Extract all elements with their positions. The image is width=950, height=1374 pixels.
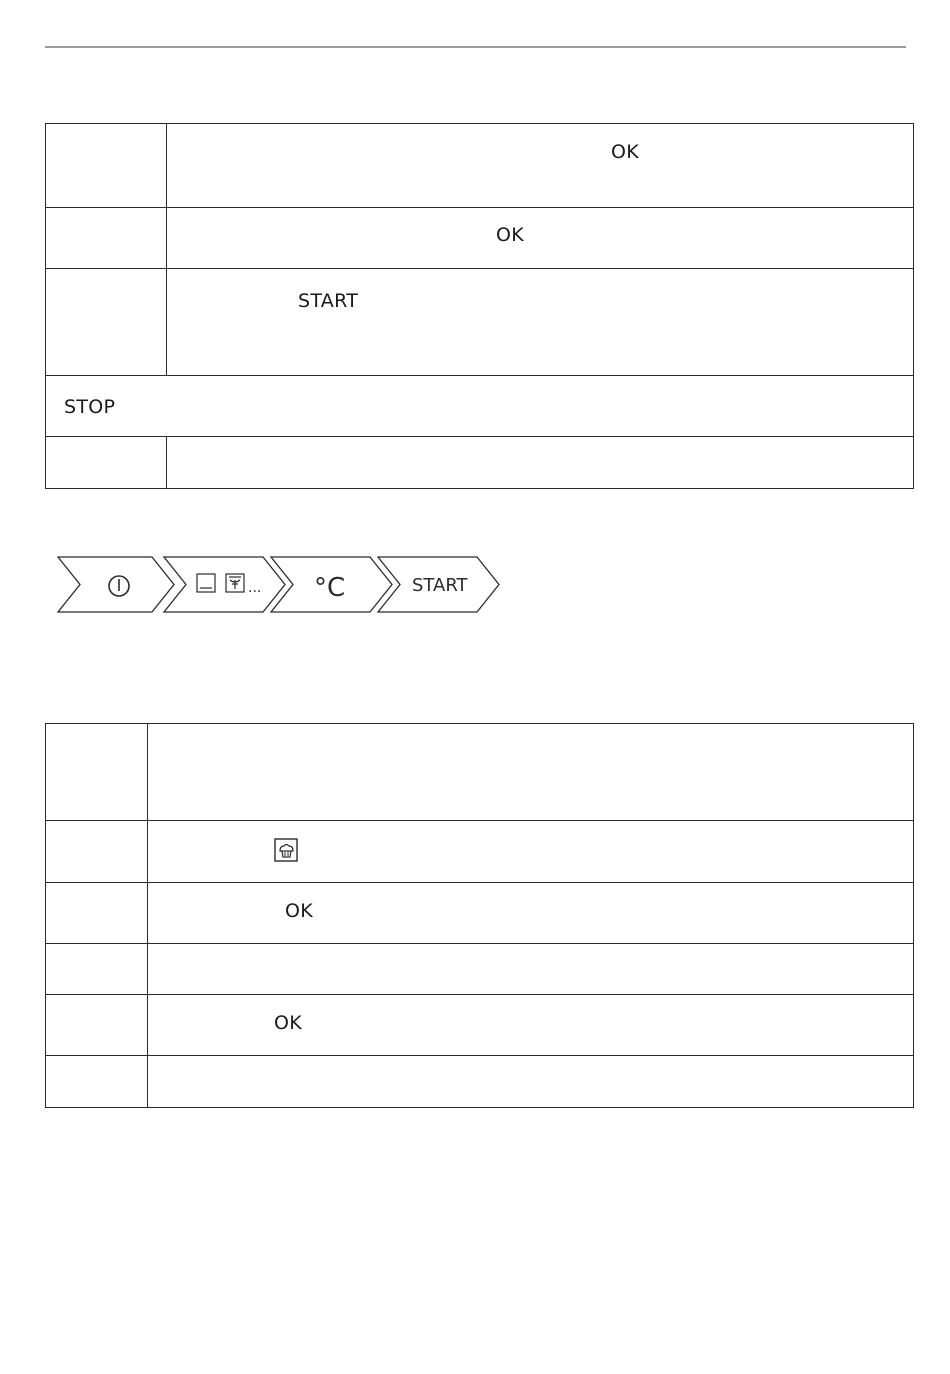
ok-key-label: OK (611, 141, 640, 163)
start-key-label: START (298, 290, 359, 312)
step-number-cell (46, 437, 167, 489)
step-text-cell (167, 269, 914, 376)
flow-step-function (164, 557, 285, 612)
step-text-cell (148, 944, 914, 995)
oven-function-icons (197, 574, 244, 592)
table-row (46, 124, 914, 208)
step-number-cell (46, 995, 148, 1056)
step-text-cell (148, 821, 914, 883)
table-row (46, 376, 914, 437)
temperature-icon: °C (314, 573, 346, 603)
stop-key-label: STOP (64, 396, 116, 418)
flow-step-power (58, 557, 174, 612)
table-row (46, 944, 914, 995)
steps-table-2 (45, 723, 914, 1108)
ok-key-label: OK (496, 224, 525, 246)
more-functions-ellipsis: ... (248, 580, 262, 596)
ok-key-label: OK (274, 1012, 303, 1034)
step-number-cell (46, 883, 148, 944)
power-icon (109, 576, 129, 596)
quick-guide-flow (56, 556, 502, 616)
step-text-cell (148, 724, 914, 821)
step-text-cell (167, 124, 914, 208)
steam-cake-icon (274, 838, 299, 863)
step-number-cell (46, 1056, 148, 1108)
step-number-cell (46, 944, 148, 995)
header-rule (45, 46, 906, 48)
table-row (46, 437, 914, 489)
flow-start-label: START (412, 575, 468, 596)
step-text-cell (167, 208, 914, 269)
step-text-cell (167, 437, 914, 489)
table-row (46, 883, 914, 944)
table-row (46, 1056, 914, 1108)
full-width-cell (46, 376, 914, 437)
table-row (46, 724, 914, 821)
step-number-cell (46, 724, 148, 821)
table-row (46, 821, 914, 883)
step-number-cell (46, 821, 148, 883)
step-text-cell (148, 995, 914, 1056)
step-text-cell (148, 1056, 914, 1108)
table-row (46, 269, 914, 376)
steps-table-1 (45, 123, 914, 489)
ok-key-label: OK (285, 900, 314, 922)
step-number-cell (46, 124, 167, 208)
step-text-cell (148, 883, 914, 944)
table-row (46, 208, 914, 269)
step-number-cell (46, 269, 167, 376)
step-number-cell (46, 208, 167, 269)
table-row (46, 995, 914, 1056)
